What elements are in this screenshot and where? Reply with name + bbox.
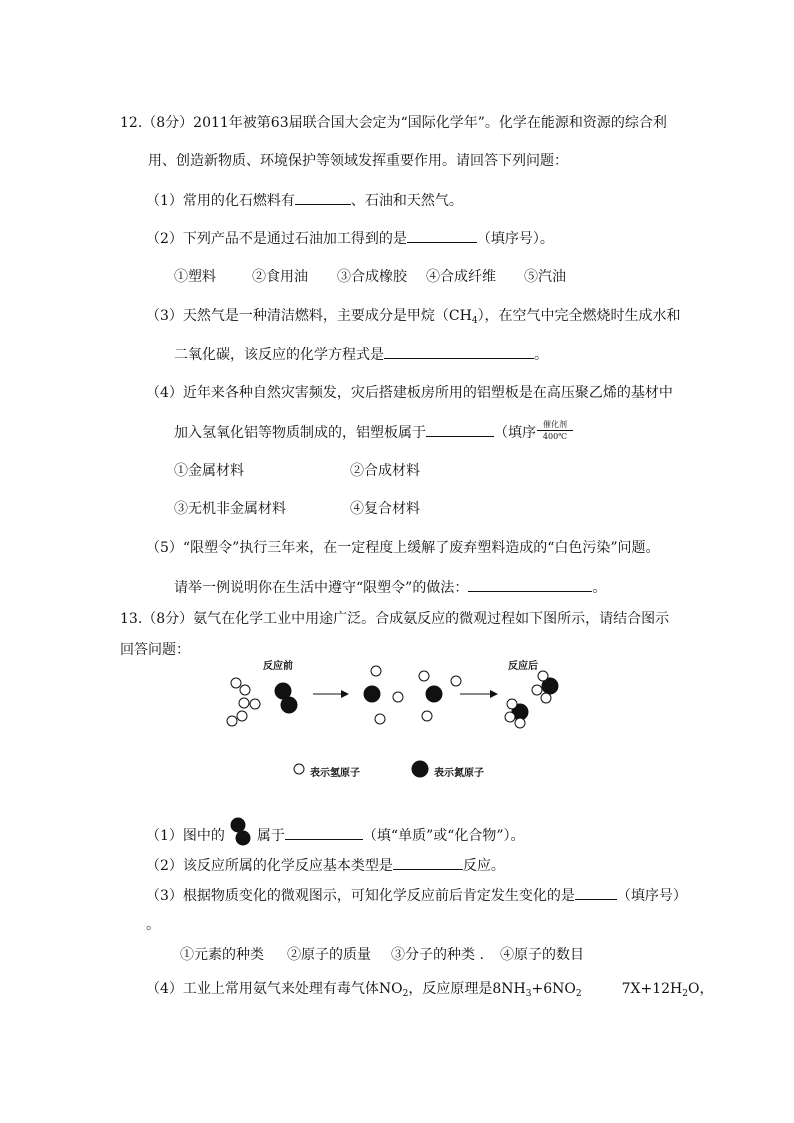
- q13-part4-sub3: 2: [575, 989, 582, 999]
- q12-material-2: ②合成材料: [350, 463, 420, 479]
- q13-part3-text-a: （3）根据物质变化的微观图示，可知化学反应前后肯定发生变化的是: [146, 888, 575, 904]
- h-atom: [371, 666, 381, 676]
- q12-part3-text-c: 二氧化碳，该反应的化学方程式是: [174, 347, 384, 363]
- legend-hydrogen-symbol: [294, 764, 304, 774]
- q13-part4-text-b: ，反应原理是8NH: [408, 981, 526, 997]
- h-atom: [515, 718, 525, 728]
- n-atom: [426, 686, 443, 703]
- q13-part4-text-e: O，: [687, 981, 714, 997]
- q13-part3-blank[interactable]: [575, 886, 617, 900]
- q12-part3-sub: 4: [471, 316, 478, 326]
- catalyst-bottom-text: 400℃: [542, 432, 568, 441]
- q12-part1-text-b: 、石油和天然气。: [350, 193, 463, 209]
- h-atom: [227, 716, 237, 726]
- n-atom: [281, 697, 298, 714]
- h-atom: [239, 698, 249, 708]
- q13-option-3: ③分子的种类 .: [391, 947, 484, 963]
- q13-line2: 回答问题：: [120, 642, 190, 658]
- q13-line1: 13.（8分）氨气在化学工业中用途广泛。合成氨反应的微观过程如下图所示，请结合图示: [120, 611, 670, 627]
- q13-part3-text-b: （填序号）: [616, 888, 687, 904]
- q13-part1-blank[interactable]: [285, 826, 363, 840]
- q13-part2-text-a: （2）该反应所属的化学反应基本类型是: [146, 858, 393, 874]
- q13-part4: [146, 980, 713, 1003]
- q12-part5: （5）“限塑令”执行三年来，在一定程度上缓解了废弃塑料造成的“白色污染”问题。: [146, 540, 660, 556]
- diagram-before-label: 反应前: [263, 661, 293, 672]
- h-atom: [250, 699, 260, 709]
- q12-material-3: ③无机非金属材料: [174, 501, 286, 517]
- q12-option-1: ①塑料: [174, 269, 216, 285]
- q12-part2-text-b: （填序号）。: [476, 231, 554, 247]
- legend-nitrogen-symbol: [412, 761, 429, 778]
- q12-line2: 用、创造新物质、环境保护等领域发挥重要作用。请回答下列问题：: [148, 153, 568, 169]
- q13-option-2: ②原子的质量: [287, 947, 371, 963]
- q12-part5-text-b: 请举一例说明你在生活中遵守“限塑令”的做法：: [174, 580, 469, 596]
- q12-part5-text-c: 。: [592, 580, 607, 596]
- q12-part1-text-a: （1）常用的化石燃料有: [146, 193, 295, 209]
- q12-option-3: ③合成橡胶: [337, 269, 407, 285]
- h-atom: [231, 678, 241, 688]
- q12-part4-text-c: （填序: [494, 425, 536, 441]
- legend-nitrogen-label: 表示氮原子: [434, 768, 484, 779]
- q13-part1: [146, 826, 525, 845]
- legend-hydrogen-label: 表示氢原子: [310, 768, 360, 779]
- h-atom: [507, 699, 517, 709]
- q13-part4-text-d: 7X+12H: [621, 981, 683, 997]
- h-atom: [375, 714, 385, 724]
- q13-option-4: ④原子的数目: [500, 947, 584, 963]
- diagram-after-label: 反应后: [508, 661, 538, 672]
- q13-part4-text-a: （4）工业上常用氨气来处理有毒气体NO: [146, 981, 403, 997]
- q12-part4: （4）近年来各种自然灾害频发，灾后搭建板房所用的铝塑板是在高压聚乙烯的基材中: [146, 385, 673, 401]
- h-atom: [451, 676, 461, 686]
- h-atom: [532, 685, 542, 695]
- q12-line1: 12.（8分）2011年被第63届联合国大会定为“国际化学年”。化学在能源和资源的综合利: [120, 115, 667, 131]
- q12-part3-text-a: （3）天然气是一种清洁燃料，主要成分是甲烷（CH: [146, 308, 472, 324]
- catalyst-top-text: 催化剂: [543, 420, 567, 429]
- q12-part2-text-a: （2）下列产品不是通过石油加工得到的是: [146, 231, 407, 247]
- q13-part2: [146, 856, 505, 875]
- q13-part4-text-c: +6NO: [531, 981, 576, 997]
- q13-part4-sub2: 3: [525, 989, 532, 999]
- q13-part4-sub1: 2: [402, 989, 409, 999]
- h-atom: [538, 671, 548, 681]
- q13-part3-period: 。: [146, 917, 160, 933]
- q12-option-4: ④合成纤维: [426, 269, 496, 285]
- q13-part3: [146, 886, 687, 905]
- q12-part3-text-b: ），在空气中完全燃烧时生成水和: [477, 308, 681, 324]
- h-atom: [237, 711, 247, 721]
- n-atom: [364, 686, 381, 703]
- q12-option-2: ②食用油: [252, 269, 308, 285]
- q13-part1-text-c: （填“单质”或“化合物”）。: [362, 828, 525, 844]
- q13-part1-text-b: 属于: [256, 828, 285, 844]
- q13-option-1: ①元素的种类: [180, 947, 264, 963]
- h-atom: [240, 685, 250, 695]
- h-atom: [541, 693, 551, 703]
- h-atom: [422, 711, 432, 721]
- q12-material-4: ④复合材料: [350, 501, 420, 517]
- h-atom: [419, 671, 429, 681]
- q12-option-5: ⑤汽油: [524, 269, 566, 285]
- q13-part2-text-b: 反应。: [462, 858, 505, 874]
- q12-part3-text-d: 。: [534, 347, 548, 363]
- h-atom: [505, 712, 515, 722]
- h-atom: [393, 692, 403, 702]
- q13-part2-blank[interactable]: [393, 856, 463, 870]
- q12-part4-text-b: 加入氢氧化铝等物质制成的，铝塑板属于: [174, 425, 426, 441]
- q13-part4-sub4: 2: [682, 989, 688, 999]
- q13-part1-text-a: （1）图中的: [146, 828, 225, 844]
- q12-material-1: ①金属材料: [174, 463, 244, 479]
